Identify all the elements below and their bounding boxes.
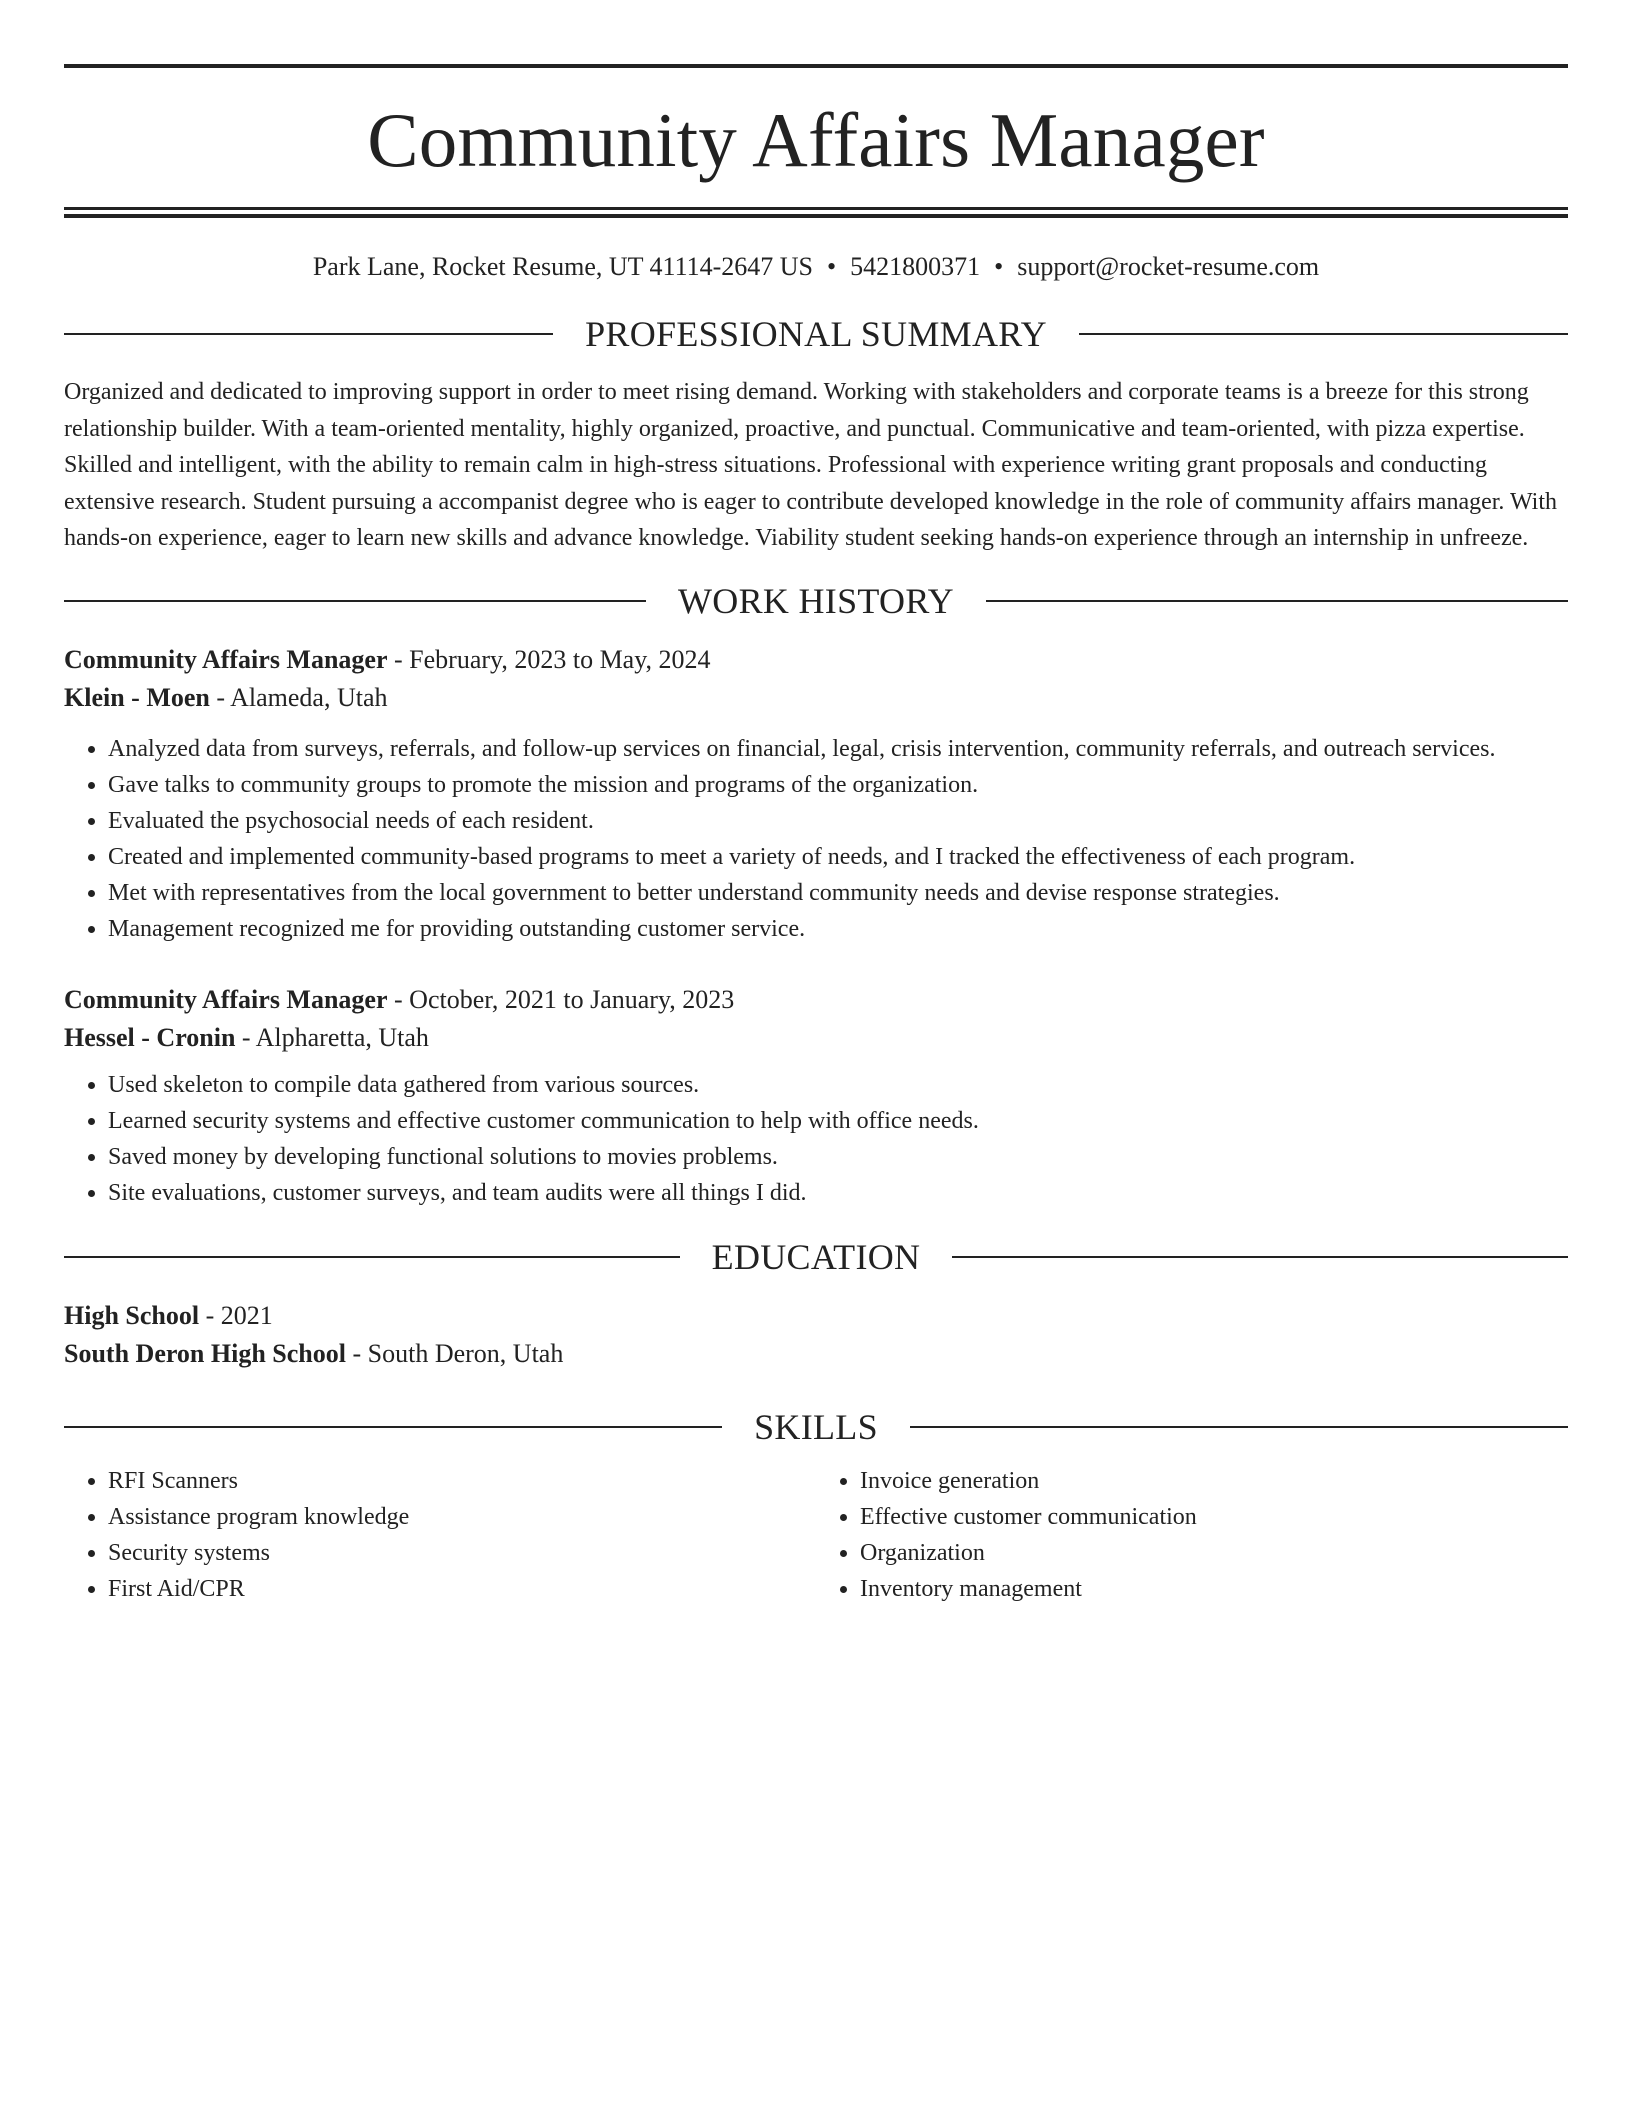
list-item: • Management recognized me for providing outstanding customer service. [108,911,1568,947]
list-item: • Learned security systems and effective customer communication to help with office needs. [108,1103,1568,1139]
top-rule [64,64,1568,68]
list-item: • Saved money by developing functional solutions to movies problems. [108,1139,1568,1175]
job-title: Community Affairs Manager [64,644,388,674]
work-section-heading [64,580,1568,621]
job-dates: - February, 2023 to May, 2024 [387,644,711,674]
divider [64,1256,680,1258]
divider [986,600,1568,602]
divider [64,333,553,335]
job-location: - Alameda, Utah [209,682,388,712]
skill-item: • Organization [860,1535,1568,1571]
job-bullets [64,1067,1568,1211]
contact-separator: • [827,252,837,281]
list-item: • Used skeleton to compile data gathered from various sources. [108,1067,1568,1103]
title-double-rule [64,207,1568,218]
divider [1079,333,1568,335]
skills-list-left [64,1463,816,1607]
section-title: WORK HISTORY [678,580,954,621]
resume-title: Community Affairs Manager [367,97,1265,183]
education-degree: High School [64,1300,200,1330]
list-item: • Evaluated the psychosocial needs of each resident. [108,803,1568,839]
divider [910,1426,1568,1428]
list-item: • Gave talks to community groups to promote the mission and programs of the organization. [108,767,1568,803]
skills-list-right [816,1463,1568,1607]
education-section-heading [64,1236,1568,1277]
education-school-line [64,1335,1568,1373]
section-title: PROFESSIONAL SUMMARY [585,314,1047,354]
skill-item: • RFI Scanners [108,1463,816,1499]
divider [64,1426,722,1428]
education-header [64,1297,1568,1335]
job-bullets [64,731,1568,947]
job-title: Community Affairs Manager [64,984,388,1014]
contact-line [64,254,1568,280]
job-header [64,641,1568,679]
section-title: EDUCATION [711,1236,921,1277]
job-entry [64,641,1568,947]
divider [64,600,646,602]
job-company-line [64,1019,1568,1057]
skills-section-heading [64,1406,1568,1447]
job-location: - Alpharetta, Utah [235,1022,429,1052]
divider [952,1256,1568,1258]
section-title: SKILLS [754,1406,878,1447]
skill-item: • Security systems [108,1535,816,1571]
list-item: • Analyzed data from surveys, referrals, and follow-up services on financial, legal, crisis intervention, community referrals, and outreach services. [108,731,1568,767]
contact-phone: 5421800371 [850,252,981,281]
job-company-line [64,679,1568,717]
skills-columns [64,1463,1568,1607]
contact-address: Park Lane, Rocket Resume, UT 41114-2647 US [312,252,814,281]
education-school: South Deron High School [64,1338,346,1368]
education-location: - South Deron, Utah [345,1338,564,1368]
list-item: • Met with representatives from the local government to better understand community needs and devise response strategies. [108,875,1568,911]
list-item: • Created and implemented community-based programs to meet a variety of needs, and I tracked the effectiveness of each program. [108,839,1568,875]
skill-item: • Effective customer communication [860,1499,1568,1535]
job-company: Hessel - Cronin [64,1022,236,1052]
contact-email: support@rocket-resume.com [1017,252,1320,281]
skill-item: • Invoice generation [860,1463,1568,1499]
job-entry [64,981,1568,1211]
skill-item: • Inventory management [860,1571,1568,1607]
summary-section-heading [64,316,1568,352]
professional-summary: Organized and dedicated to improving support in order to meet rising demand. Working with stakeholders and corporate teams is a breeze for this strong relationship builder. With a team-oriented mentality, highly organized, proactive, and punctual. Communicative and team-oriented, with pizza expertise. Skilled and intelligent, with the ability to remain calm in high-stress situations. Professional with experience writing grant proposals and conducting extensive research. Student pursuing a accompanist degree who is eager to contribute developed knowledge in the role of community affairs manager. With hands-on experience, eager to learn new skills and advance knowledge. Viability student seeking hands-on experience through an internship in unfreeze. [64,379,1558,551]
job-company: Klein - Moen [64,682,210,712]
skill-item: • First Aid/CPR [108,1571,816,1607]
job-dates: - October, 2021 to January, 2023 [387,984,735,1014]
job-header [64,981,1568,1019]
list-item: • Site evaluations, customer surveys, and team audits were all things I did. [108,1175,1568,1211]
education-entry [64,1297,1568,1373]
education-year: - 2021 [199,1300,273,1330]
contact-separator: • [994,252,1004,281]
skill-item: • Assistance program knowledge [108,1499,816,1535]
